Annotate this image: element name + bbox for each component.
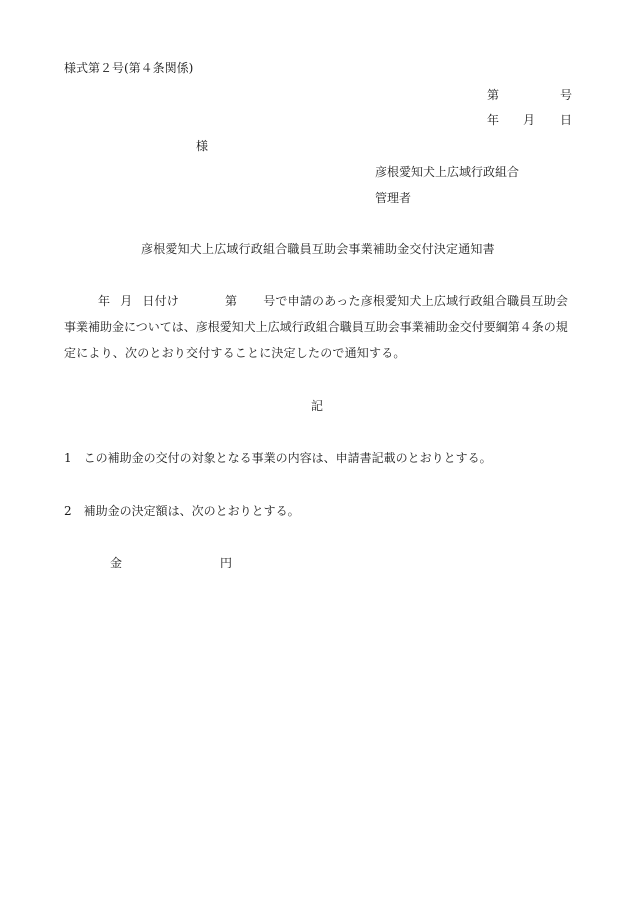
body-line-3: 定により、次のとおり交付することに決定したので通知する。 (64, 346, 406, 360)
document-title: 彦根愛知犬上広域行政組合職員互助会事業補助金交付決定通知書 (141, 242, 495, 256)
item-2 (64, 503, 300, 519)
document-number-prefix: 第 (487, 88, 500, 102)
item-2-number: 2 (64, 504, 72, 518)
body-month: 月 (120, 294, 133, 308)
body-number-prefix: 第 (225, 294, 238, 308)
body-line-2: 事業補助金については、彦根愛知犬上広域行政組合職員互助会事業補助金交付要綱第４条の規 (64, 320, 568, 334)
issuer-organization: 彦根愛知犬上広域行政組合 (375, 165, 520, 179)
amount-prefix: 金 (110, 556, 123, 570)
item-1 (64, 450, 492, 466)
body-day-dated: 日付け (142, 294, 180, 308)
item-2-text: 補助金の決定額は、次のとおりとする。 (83, 504, 300, 518)
date-year: 年 (487, 113, 500, 127)
date-month: 月 (523, 113, 536, 127)
body-line-1 (64, 293, 574, 309)
document-number-suffix: 号 (560, 88, 573, 102)
item-1-text: この補助金の交付の対象となる事業の内容は、申請書記載のとおりとする。 (83, 451, 492, 465)
addressee-suffix: 様 (196, 139, 209, 153)
ki-heading: 記 (311, 399, 324, 413)
date-day: 日 (560, 113, 573, 127)
form-label: 様式第２号(第４条関係) (64, 61, 194, 75)
issuer-title: 管理者 (375, 191, 412, 205)
amount-unit: 円 (220, 556, 233, 570)
item-1-number: 1 (64, 451, 72, 465)
body-line-1-rest: 号で申請のあった彦根愛知犬上広域行政組合職員互助会 (263, 294, 569, 308)
body-year: 年 (98, 294, 111, 308)
